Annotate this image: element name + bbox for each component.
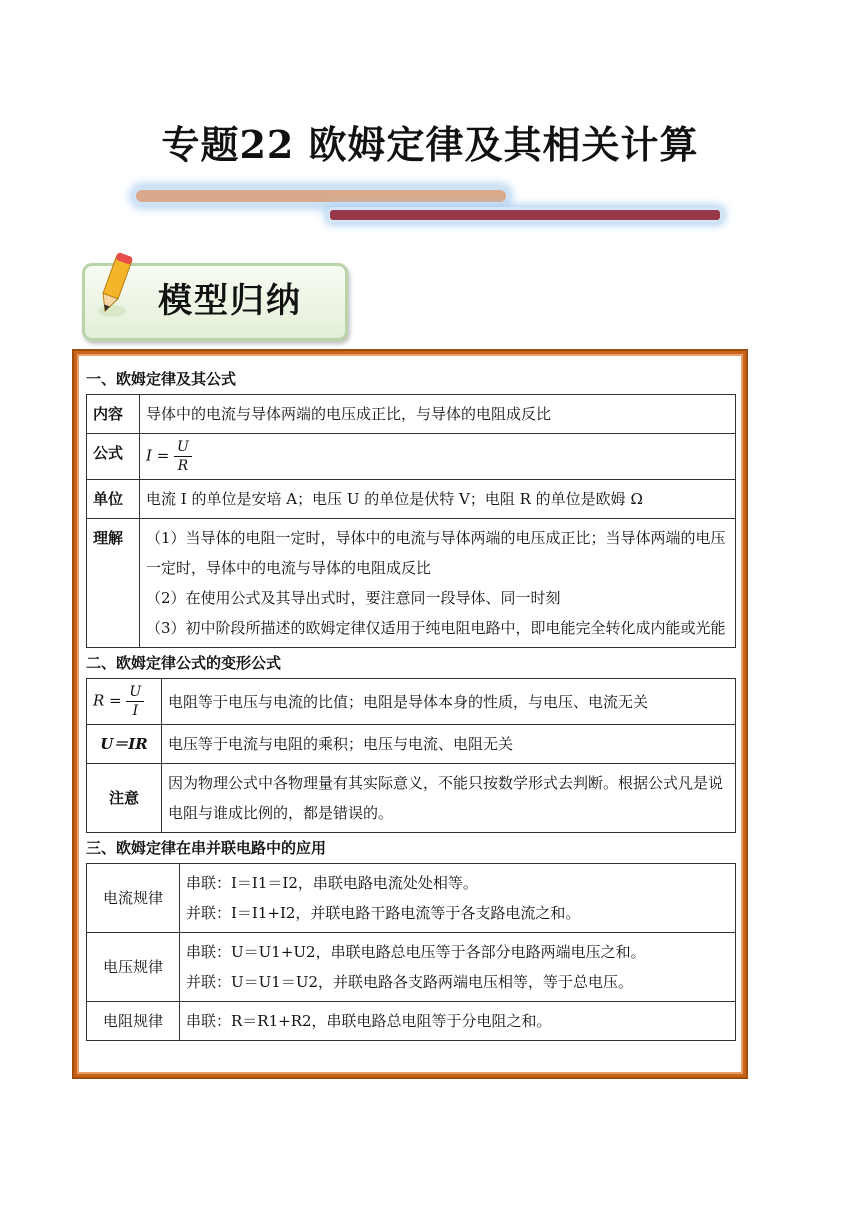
table-row xyxy=(87,480,736,519)
row-text: 电流 I 的单位是安培 A；电压 U 的单位是伏特 V；电阻 R 的单位是欧姆 Ω xyxy=(140,480,736,519)
table-row xyxy=(87,434,736,480)
table-row xyxy=(87,933,736,1002)
numerator: U xyxy=(126,683,144,702)
row-label: 注意 xyxy=(87,764,162,833)
badge-title: 模型归纳 xyxy=(158,281,302,321)
decorative-bar-bottom xyxy=(330,210,720,220)
content xyxy=(86,364,736,1041)
section-3-table xyxy=(86,863,736,1041)
fraction xyxy=(174,438,192,475)
fraction xyxy=(126,683,144,720)
row-text: 因为物理公式中各物理量有其实际意义，不能只按数学形式去判断。根据公式凡是说电阻与谁成比例的，都是错误的。 xyxy=(162,764,736,833)
row-text: 电阻等于电压与电流的比值；电阻是导体本身的性质，与电压、电流无关 xyxy=(162,679,736,725)
text-line: （3）初中阶段所描述的欧姆定律仅适用于纯电阻电路中，即电能完全转化成内能或光能 xyxy=(146,619,726,637)
denominator: R xyxy=(177,458,189,474)
decorative-bar-top xyxy=(136,190,506,202)
formula xyxy=(87,679,162,725)
table-row xyxy=(87,725,736,764)
row-text xyxy=(180,1002,736,1041)
section-2-heading: 二、欧姆定律公式的变形公式 xyxy=(86,654,282,672)
section-1-heading: 一、欧姆定律及其公式 xyxy=(86,370,237,388)
table-row xyxy=(87,679,736,725)
row-text xyxy=(140,519,736,648)
row-text: 电压等于电流与电阻的乘积；电压与电流、电阻无关 xyxy=(162,725,736,764)
row-label: 内容 xyxy=(87,395,140,434)
denominator: I xyxy=(132,703,139,719)
text-line: 并联：U＝U1＝U2，并联电路各支路两端电压相等，等于总电压。 xyxy=(186,973,634,991)
row-label: 理解 xyxy=(87,519,140,648)
table-row xyxy=(87,864,736,933)
text-line: 串联：U＝U1+U2，串联电路总电压等于各部分电路两端电压之和。 xyxy=(186,943,646,961)
row-text: 导体中的电流与导体两端的电压成正比，与导体的电阻成反比 xyxy=(140,395,736,434)
formula-lhs: R = xyxy=(93,691,122,710)
text-line: 串联：I＝I1＝I2，串联电路电流处处相等。 xyxy=(186,874,478,892)
table-row xyxy=(87,395,736,434)
row-label: 公式 xyxy=(87,434,140,480)
text-line: （2）在使用公式及其导出式时，要注意同一段导体、同一时刻 xyxy=(146,589,561,607)
section-2-table xyxy=(86,678,736,833)
row-label: 电流规律 xyxy=(87,864,180,933)
numerator: U xyxy=(174,438,192,457)
row-label: U＝IR xyxy=(87,725,162,764)
pencil-icon xyxy=(86,251,146,323)
page-title: 专题22 欧姆定律及其相关计算 xyxy=(161,122,699,167)
formula-lhs: I = xyxy=(146,446,170,465)
table-row xyxy=(87,1002,736,1041)
text-line: 并联：I＝I1+I2，并联电路干路电流等于各支路电流之和。 xyxy=(186,904,581,922)
text-line: （1）当导体的电阻一定时，导体中的电流与导体两端的电压成正比；当导体两端的电压一定时，导体中的电流与导体的电阻成反比 xyxy=(146,529,726,577)
table-row xyxy=(87,764,736,833)
table-row xyxy=(87,519,736,648)
text-line: 串联：R＝R1+R2，串联电路总电阻等于分电阻之和。 xyxy=(186,1012,552,1030)
row-label: 电压规律 xyxy=(87,933,180,1002)
row-label: 电阻规律 xyxy=(87,1002,180,1041)
row-label: 单位 xyxy=(87,480,140,519)
formula xyxy=(140,434,736,480)
section-3-heading: 三、欧姆定律在串并联电路中的应用 xyxy=(86,839,327,857)
row-text xyxy=(180,864,736,933)
section-1-table xyxy=(86,394,736,648)
row-text xyxy=(180,933,736,1002)
